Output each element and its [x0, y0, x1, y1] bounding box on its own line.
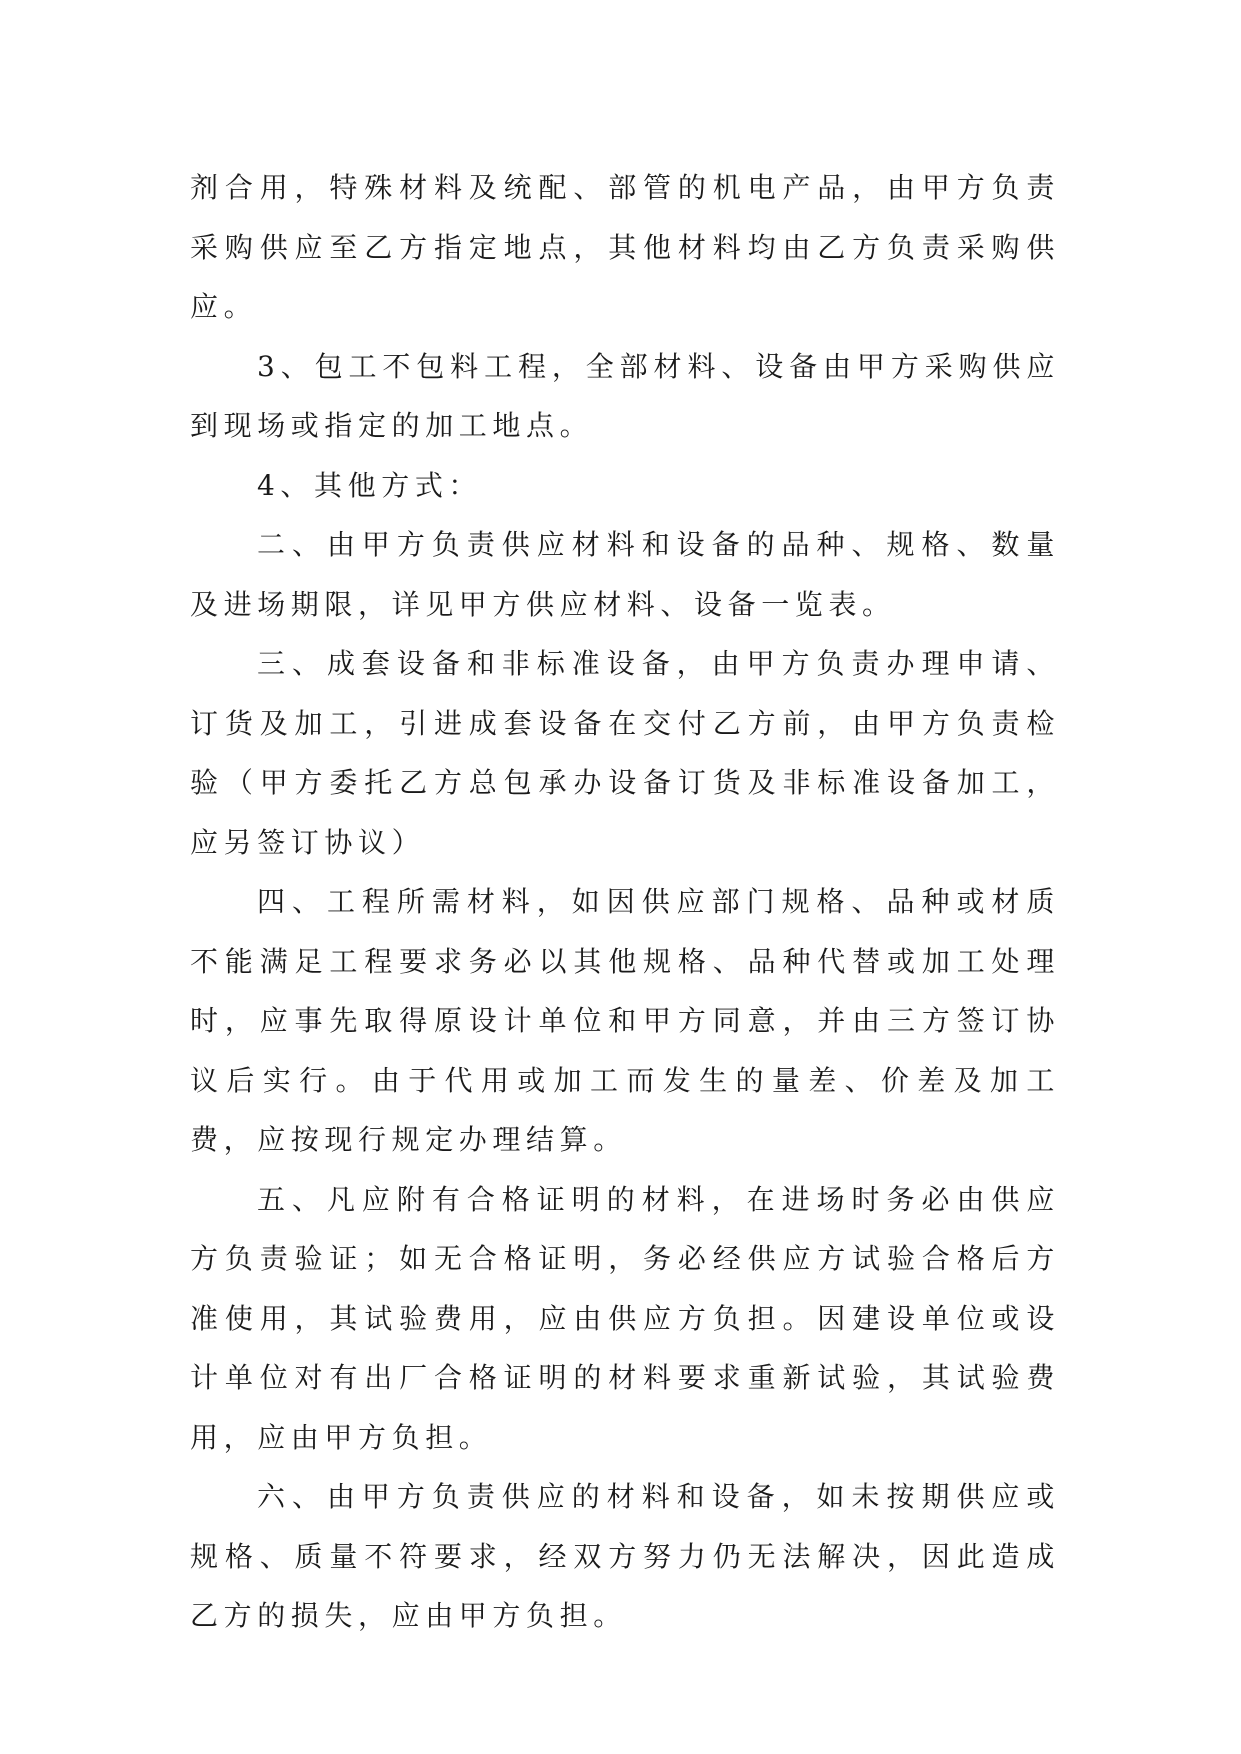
paragraph-section-3: 三、成套设备和非标准设备，由甲方负责办理申请、订货及加工，引进成套设备在交付乙方前，由甲方负责检验（甲方委托乙方总包承办设备订货及非标准设备加工，应另签订协议）: [190, 647, 1060, 859]
paragraph-item-4: 4、其他方式：: [257, 468, 483, 502]
paragraph-item-3: 3、包工不包料工程，全部材料、设备由甲方采购供应到现场或指定的加工地点。: [190, 349, 1060, 442]
document-body: [190, 158, 1060, 1646]
paragraph-section-6: 六、由甲方负责供应的材料和设备，如未按期供应或规格、质量不符要求，经双方努力仍无法解决，因此造成乙方的损失，应由甲方负担。: [190, 1480, 1060, 1632]
paragraph-section-5: 五、凡应附有合格证明的材料，在进场时务必由供应方负责验证；如无合格证明，务必经供应方试验合格后方准使用，其试验费用，应由供应方负担。因建设单位或设计单位对有出厂合格证明的材料要求重新试验，其试验费用，应由甲方负担。: [190, 1182, 1060, 1454]
paragraph-continuation: 剂合用，特殊材料及统配、部管的机电产品，由甲方负责采购供应至乙方指定地点，其他材料均由乙方负责采购供应。: [190, 171, 1060, 323]
paragraph-section-2: 二、由甲方负责供应材料和设备的品种、规格、数量及进场期限，详见甲方供应材料、设备一览表。: [190, 528, 1060, 621]
paragraph-section-4: 四、工程所需材料，如因供应部门规格、品种或材质不能满足工程要求务必以其他规格、品种代替或加工处理时，应事先取得原设计单位和甲方同意，并由三方签订协议后实行。由于代用或加工而发生的量差、价差及加工费，应按现行规定办理结算。: [190, 885, 1060, 1156]
